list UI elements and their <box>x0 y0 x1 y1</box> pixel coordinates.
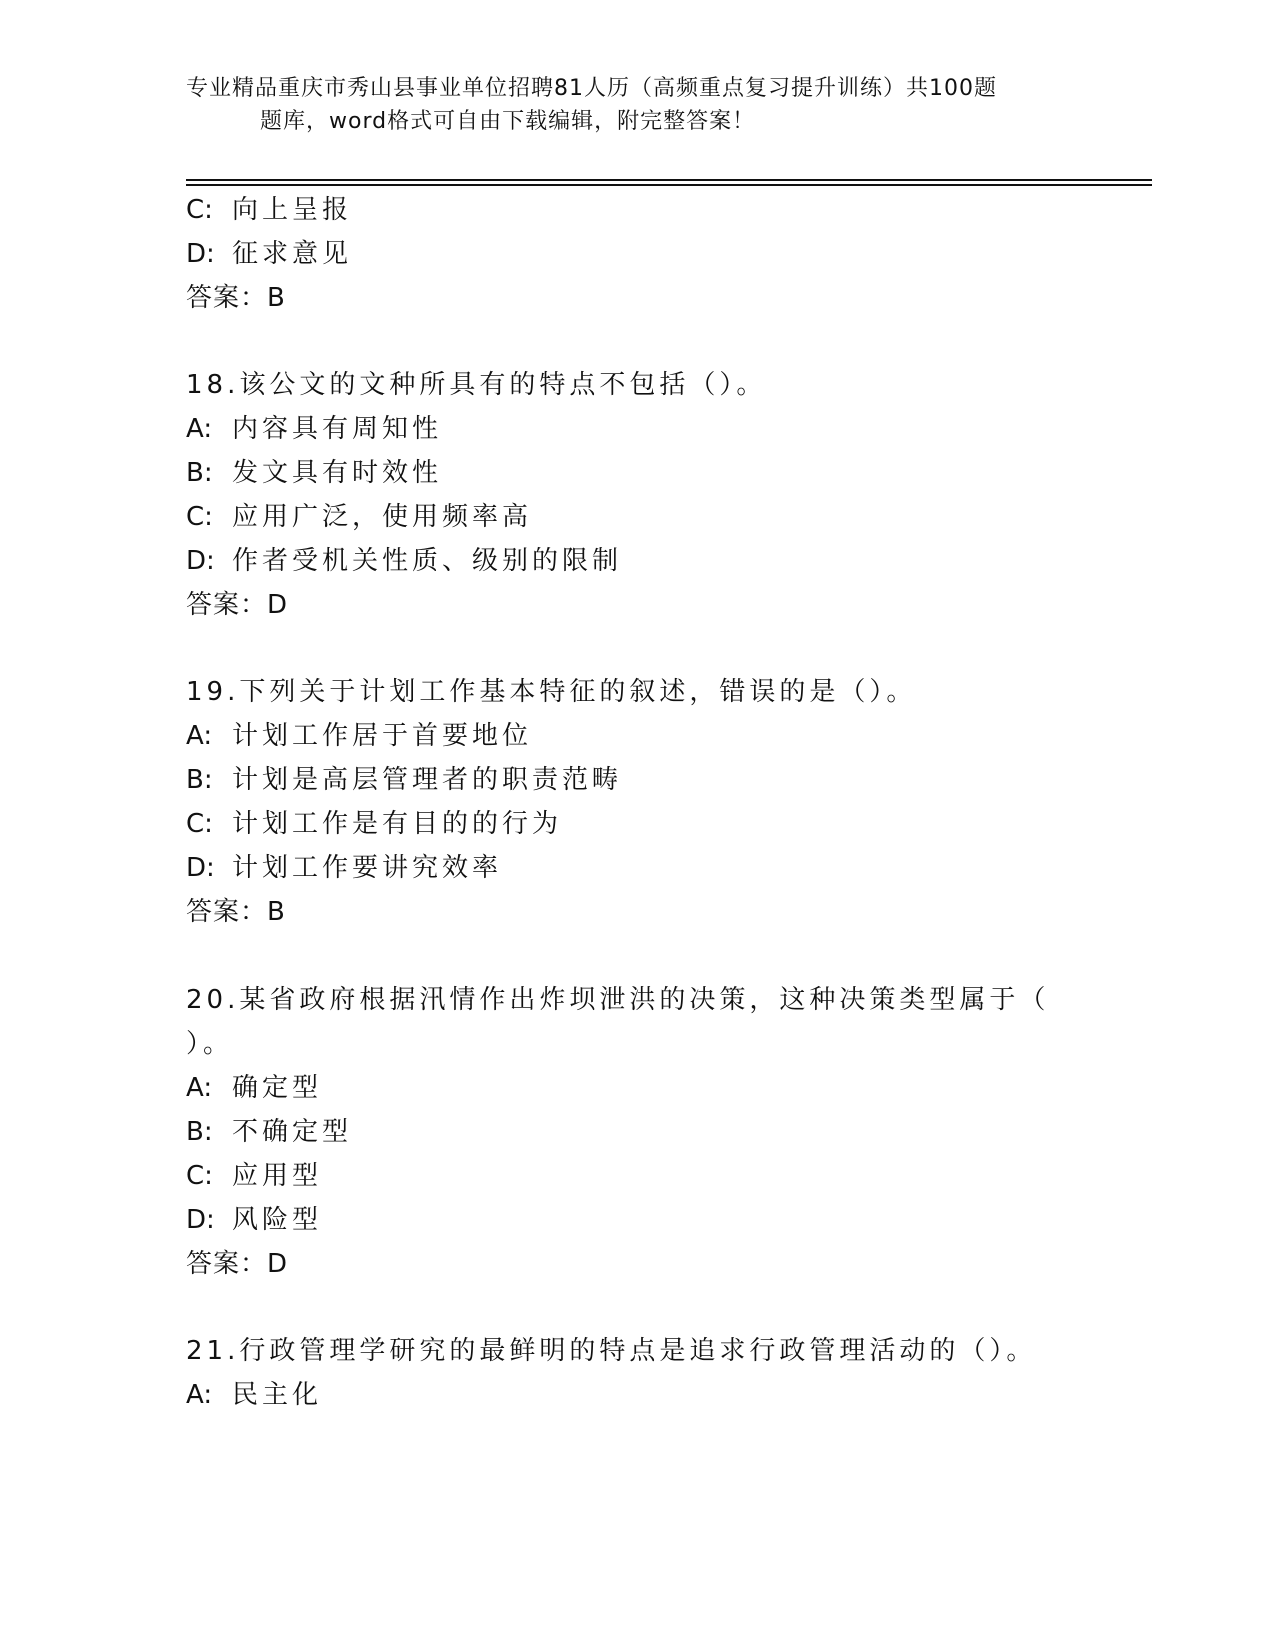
option-label: A: <box>186 1380 213 1410</box>
option-line <box>186 720 532 752</box>
option-label: C: <box>186 809 213 839</box>
answer-line: 答案：D <box>186 1249 289 1279</box>
option-text: 确定型 <box>232 1073 323 1103</box>
option-label: D: <box>186 853 215 883</box>
option-label: B: <box>186 1117 213 1147</box>
option-text: 计划工作居于首要地位 <box>232 721 533 751</box>
option-text: 向上呈报 <box>232 195 353 225</box>
option-label: A: <box>186 1073 213 1103</box>
option-line <box>186 238 352 270</box>
header-title-line-1: 专业精品重庆市秀山县事业单位招聘81人历（高频重点复习提升训练）共100题 <box>186 76 997 101</box>
option-label: B: <box>186 765 213 795</box>
answer-line: 答案：B <box>186 897 286 927</box>
question-stem: 18.该公文的文种所具有的特点不包括（）。 <box>186 370 767 400</box>
option-label: A: <box>186 721 213 751</box>
header-title-line-2: 题库，word格式可自由下载编辑，附完整答案！ <box>260 109 756 134</box>
option-line <box>186 545 622 577</box>
option-text: 发文具有时效性 <box>232 458 443 488</box>
option-text: 作者受机关性质、级别的限制 <box>232 546 623 576</box>
option-text: 风险型 <box>232 1205 323 1235</box>
option-label: C: <box>186 1161 213 1191</box>
option-line <box>186 1379 322 1411</box>
header-divider-bottom <box>186 184 1152 186</box>
option-line <box>186 1072 322 1104</box>
option-label: D: <box>186 239 215 269</box>
option-line <box>186 413 442 445</box>
option-line <box>186 1160 322 1192</box>
option-line <box>186 764 622 796</box>
option-text: 应用广泛，使用频率高 <box>232 502 533 532</box>
option-line <box>186 1204 322 1236</box>
question-stem: 20.某省政府根据汛情作出炸坝泄洪的决策，这种决策类型属于（ <box>186 985 1050 1015</box>
option-label: A: <box>186 414 213 444</box>
document-header <box>186 72 1076 138</box>
option-label: D: <box>186 546 215 576</box>
answer-line: 答案：B <box>186 283 286 313</box>
option-label: C: <box>186 195 213 225</box>
option-line <box>186 501 532 533</box>
option-text: 民主化 <box>232 1380 323 1410</box>
option-line <box>186 457 442 489</box>
option-line <box>186 808 562 840</box>
option-label: B: <box>186 458 213 488</box>
question-stem: 21.行政管理学研究的最鲜明的特点是追求行政管理活动的（）。 <box>186 1336 1037 1366</box>
option-text: 应用型 <box>232 1161 323 1191</box>
option-label: C: <box>186 502 213 532</box>
option-line <box>186 194 352 226</box>
option-label: D: <box>186 1205 215 1235</box>
answer-line: 答案：D <box>186 590 289 620</box>
option-text: 计划工作要讲究效率 <box>232 853 503 883</box>
option-text: 计划工作是有目的的行为 <box>232 809 563 839</box>
question-stem: 19.下列关于计划工作基本特征的叙述，错误的是（）。 <box>186 677 917 707</box>
option-text: 不确定型 <box>232 1117 353 1147</box>
question-stem-continuation: ）。 <box>186 1029 234 1059</box>
option-line <box>186 852 502 884</box>
option-text: 征求意见 <box>232 239 353 269</box>
header-divider-top <box>186 179 1152 181</box>
option-line <box>186 1116 352 1148</box>
option-text: 内容具有周知性 <box>232 414 443 444</box>
option-text: 计划是高层管理者的职责范畴 <box>232 765 623 795</box>
